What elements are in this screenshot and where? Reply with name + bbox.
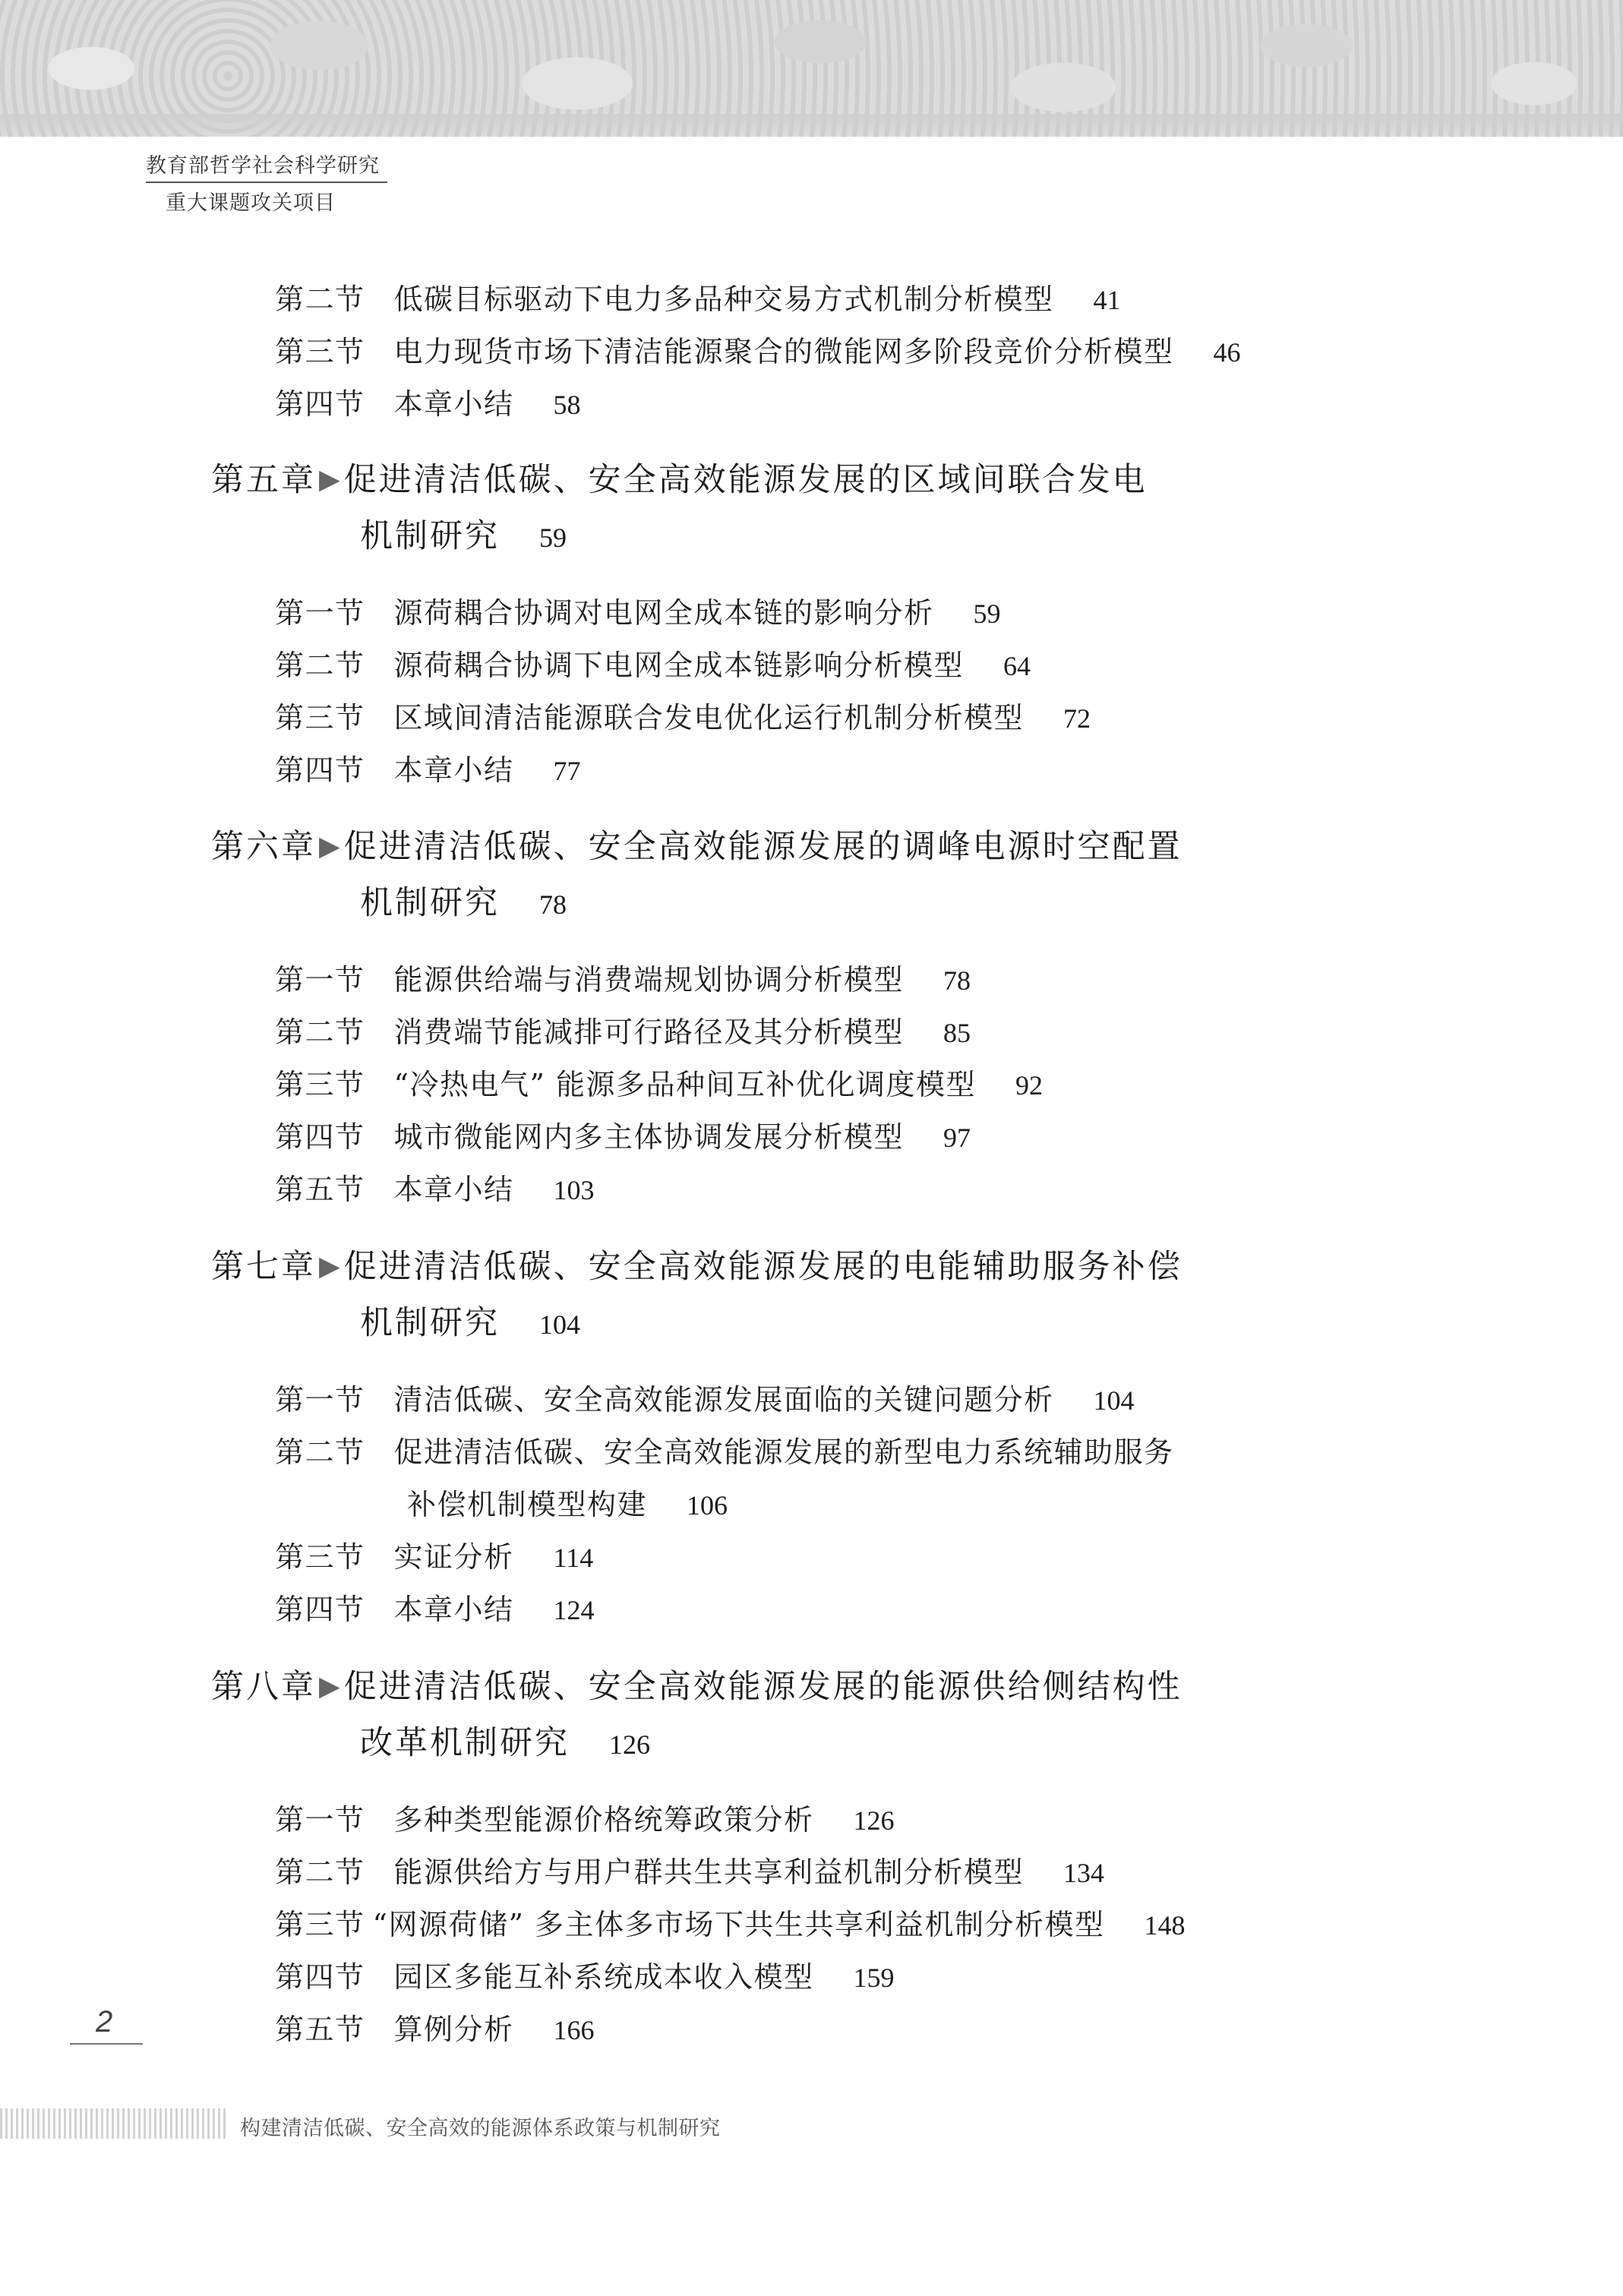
section-title: 园区多能互补系统成本收入模型 [393, 1960, 814, 1994]
toc-entry-section[interactable] [275, 1953, 895, 1995]
toc-entry-chapter-5-cont[interactable] [360, 510, 567, 557]
chapter-title-line2: 机制研究 [360, 1304, 500, 1342]
toc-entry-chapter-5[interactable] [211, 454, 1148, 501]
section-label: 第四节 [275, 1120, 365, 1154]
page-number: 166 [553, 2015, 595, 2045]
section-title: 清洁低碳、安全高效能源发展面临的关键问题分析 [393, 1383, 1054, 1416]
toc-entry-chapter-8-cont[interactable] [360, 1717, 650, 1764]
toc-entry-section[interactable] [275, 1901, 1185, 1943]
section-label: 第二节 [275, 649, 365, 682]
section-label: 第五节 [275, 1173, 365, 1206]
section-label: 第一节 [275, 1803, 365, 1836]
folio-page-number: 2 [96, 2005, 113, 2039]
section-label: 第二节 [275, 1855, 365, 1889]
page-number: 46 [1213, 337, 1241, 368]
section-title: 区域间清洁能源联合发电优化运行机制分析模型 [393, 701, 1025, 734]
section-title: “网源荷储” 多主体多市场下共生共享利益机制分析模型 [372, 1908, 1105, 1941]
page-number: 97 [943, 1123, 971, 1153]
section-title: 能源供给端与消费端规划协调分析模型 [393, 963, 905, 996]
triangle-right-icon: ▶ [319, 831, 343, 862]
page-number: 85 [943, 1018, 971, 1048]
section-label: 第三节 [275, 335, 365, 368]
section-title-line2: 补偿机制模型构建 [407, 1488, 648, 1521]
toc-entry-section[interactable] [275, 1533, 593, 1575]
page-number: 126 [609, 1729, 650, 1760]
page-number: 59 [539, 523, 567, 553]
toc-entry-section[interactable] [275, 2006, 595, 2048]
page-number: 104 [1093, 1385, 1135, 1416]
toc-entry-chapter-7[interactable] [211, 1241, 1183, 1287]
toc-entry-section[interactable] [275, 956, 971, 998]
section-label: 第一节 [275, 596, 365, 630]
section-label: 第三节 [275, 1068, 365, 1101]
chapter-title-line2: 机制研究 [360, 884, 500, 922]
toc-entry-section-cont[interactable] [407, 1481, 728, 1523]
toc-entry-section[interactable] [275, 1166, 595, 1208]
toc-entry-section[interactable] [275, 328, 1241, 370]
page-number: 126 [853, 1805, 895, 1836]
section-label: 第四节 [275, 753, 365, 787]
page-number: 41 [1093, 285, 1121, 315]
folio-rule [70, 2043, 143, 2045]
toc-entry-section[interactable] [275, 1429, 1174, 1470]
section-label: 第二节 [275, 1015, 365, 1049]
page-number: 134 [1063, 1858, 1105, 1888]
page-number: 92 [1015, 1070, 1043, 1101]
section-title: 源荷耦合协调对电网全成本链的影响分析 [393, 596, 934, 630]
toc-entry-chapter-6[interactable] [211, 821, 1183, 867]
page-number: 103 [553, 1175, 595, 1205]
section-title: 能源供给方与用户群共生共享利益机制分析模型 [393, 1855, 1025, 1889]
chapter-title-line1: 促进清洁低碳、安全高效能源发展的能源供给侧结构性 [343, 1668, 1183, 1706]
chapter-title-line1: 促进清洁低碳、安全高效能源发展的调峰电源时空配置 [343, 828, 1183, 866]
page-number: 78 [943, 965, 971, 996]
page-number: 104 [539, 1309, 580, 1340]
page-number: 59 [973, 598, 1001, 629]
page-number: 148 [1144, 1910, 1186, 1941]
section-title: 城市微能网内多主体协调发展分析模型 [393, 1120, 905, 1154]
toc-entry-section[interactable] [275, 747, 581, 788]
chapter-label: 第六章 [211, 828, 316, 866]
section-label: 第三节 [275, 1908, 365, 1941]
chapter-label: 第八章 [211, 1668, 316, 1706]
section-title: 电力现货市场下清洁能源聚合的微能网多阶段竞价分析模型 [393, 335, 1174, 368]
toc-entry-section[interactable] [275, 1009, 971, 1050]
page-number: 64 [1003, 651, 1031, 681]
page-number: 58 [553, 390, 581, 420]
toc-entry-section[interactable] [275, 276, 1121, 317]
section-label: 第四节 [275, 1960, 365, 1994]
page-number: 78 [539, 889, 567, 920]
section-title: 本章小结 [393, 387, 514, 421]
toc-entry-section[interactable] [275, 1113, 971, 1155]
section-title: 源荷耦合协调下电网全成本链影响分析模型 [393, 649, 965, 682]
toc-entry-section[interactable] [275, 642, 1031, 684]
toc-entry-section[interactable] [275, 1849, 1104, 1890]
toc-entry-section[interactable] [275, 1061, 1043, 1103]
chapter-label: 第七章 [211, 1248, 316, 1286]
section-title: 算例分析 [393, 2013, 514, 2046]
toc-entry-section[interactable] [275, 1376, 1135, 1418]
page-number: 114 [553, 1543, 594, 1573]
page-number: 124 [553, 1595, 595, 1625]
toc-entry-chapter-6-cont[interactable] [360, 877, 567, 924]
chapter-title-line1: 促进清洁低碳、安全高效能源发展的电能辅助服务补偿 [343, 1248, 1183, 1286]
chapter-title-line2: 改革机制研究 [360, 1724, 570, 1762]
triangle-right-icon: ▶ [319, 1251, 343, 1282]
toc-entry-section[interactable] [275, 1796, 895, 1838]
section-label: 第四节 [275, 387, 365, 421]
page-number: 106 [687, 1490, 728, 1521]
page-number: 77 [553, 756, 581, 786]
section-label: 第二节 [275, 283, 365, 316]
toc-entry-chapter-8[interactable] [211, 1661, 1183, 1707]
section-title: 本章小结 [393, 1173, 514, 1206]
section-title: 低碳目标驱动下电力多品种交易方式机制分析模型 [393, 283, 1054, 316]
section-title: 消费端节能减排可行路径及其分析模型 [393, 1015, 905, 1049]
footer-book-title: 构建清洁低碳、安全高效的能源体系政策与机制研究 [240, 2117, 721, 2140]
footer-dot-pattern [0, 2108, 228, 2139]
series-title-line1: 教育部哲学社会科学研究 [146, 149, 387, 183]
section-label: 第五节 [275, 2013, 365, 2046]
triangle-right-icon: ▶ [319, 1671, 343, 1702]
toc-entry-section[interactable] [275, 694, 1091, 736]
section-label: 第一节 [275, 963, 365, 996]
triangle-right-icon: ▶ [319, 464, 343, 495]
chapter-title-line1: 促进清洁低碳、安全高效能源发展的区域间联合发电 [343, 461, 1148, 499]
section-label: 第一节 [275, 1383, 365, 1416]
page-number: 72 [1063, 703, 1091, 734]
toc-entry-section[interactable] [275, 1586, 595, 1628]
section-title: “冷热电气” 能源多品种间互补优化调度模型 [393, 1068, 976, 1101]
section-title: 多种类型能源价格统筹政策分析 [393, 1803, 814, 1836]
toc-entry-section[interactable] [275, 589, 1001, 631]
section-title: 本章小结 [393, 753, 514, 787]
section-label: 第二节 [275, 1435, 365, 1469]
chapter-title-line2: 机制研究 [360, 517, 500, 555]
section-title: 实证分析 [393, 1540, 514, 1574]
toc-entry-chapter-7-cont[interactable] [360, 1297, 580, 1344]
section-label: 第四节 [275, 1593, 365, 1626]
series-title-line2: 重大课题攻关项目 [166, 191, 336, 215]
section-title: 本章小结 [393, 1593, 514, 1626]
chapter-label: 第五章 [211, 461, 316, 499]
section-title: 促进清洁低碳、安全高效能源发展的新型电力系统辅助服务 [393, 1435, 1174, 1469]
section-label: 第三节 [275, 701, 365, 734]
toc-entry-section[interactable] [275, 381, 581, 422]
section-label: 第三节 [275, 1540, 365, 1574]
page-number: 159 [853, 1963, 895, 1993]
